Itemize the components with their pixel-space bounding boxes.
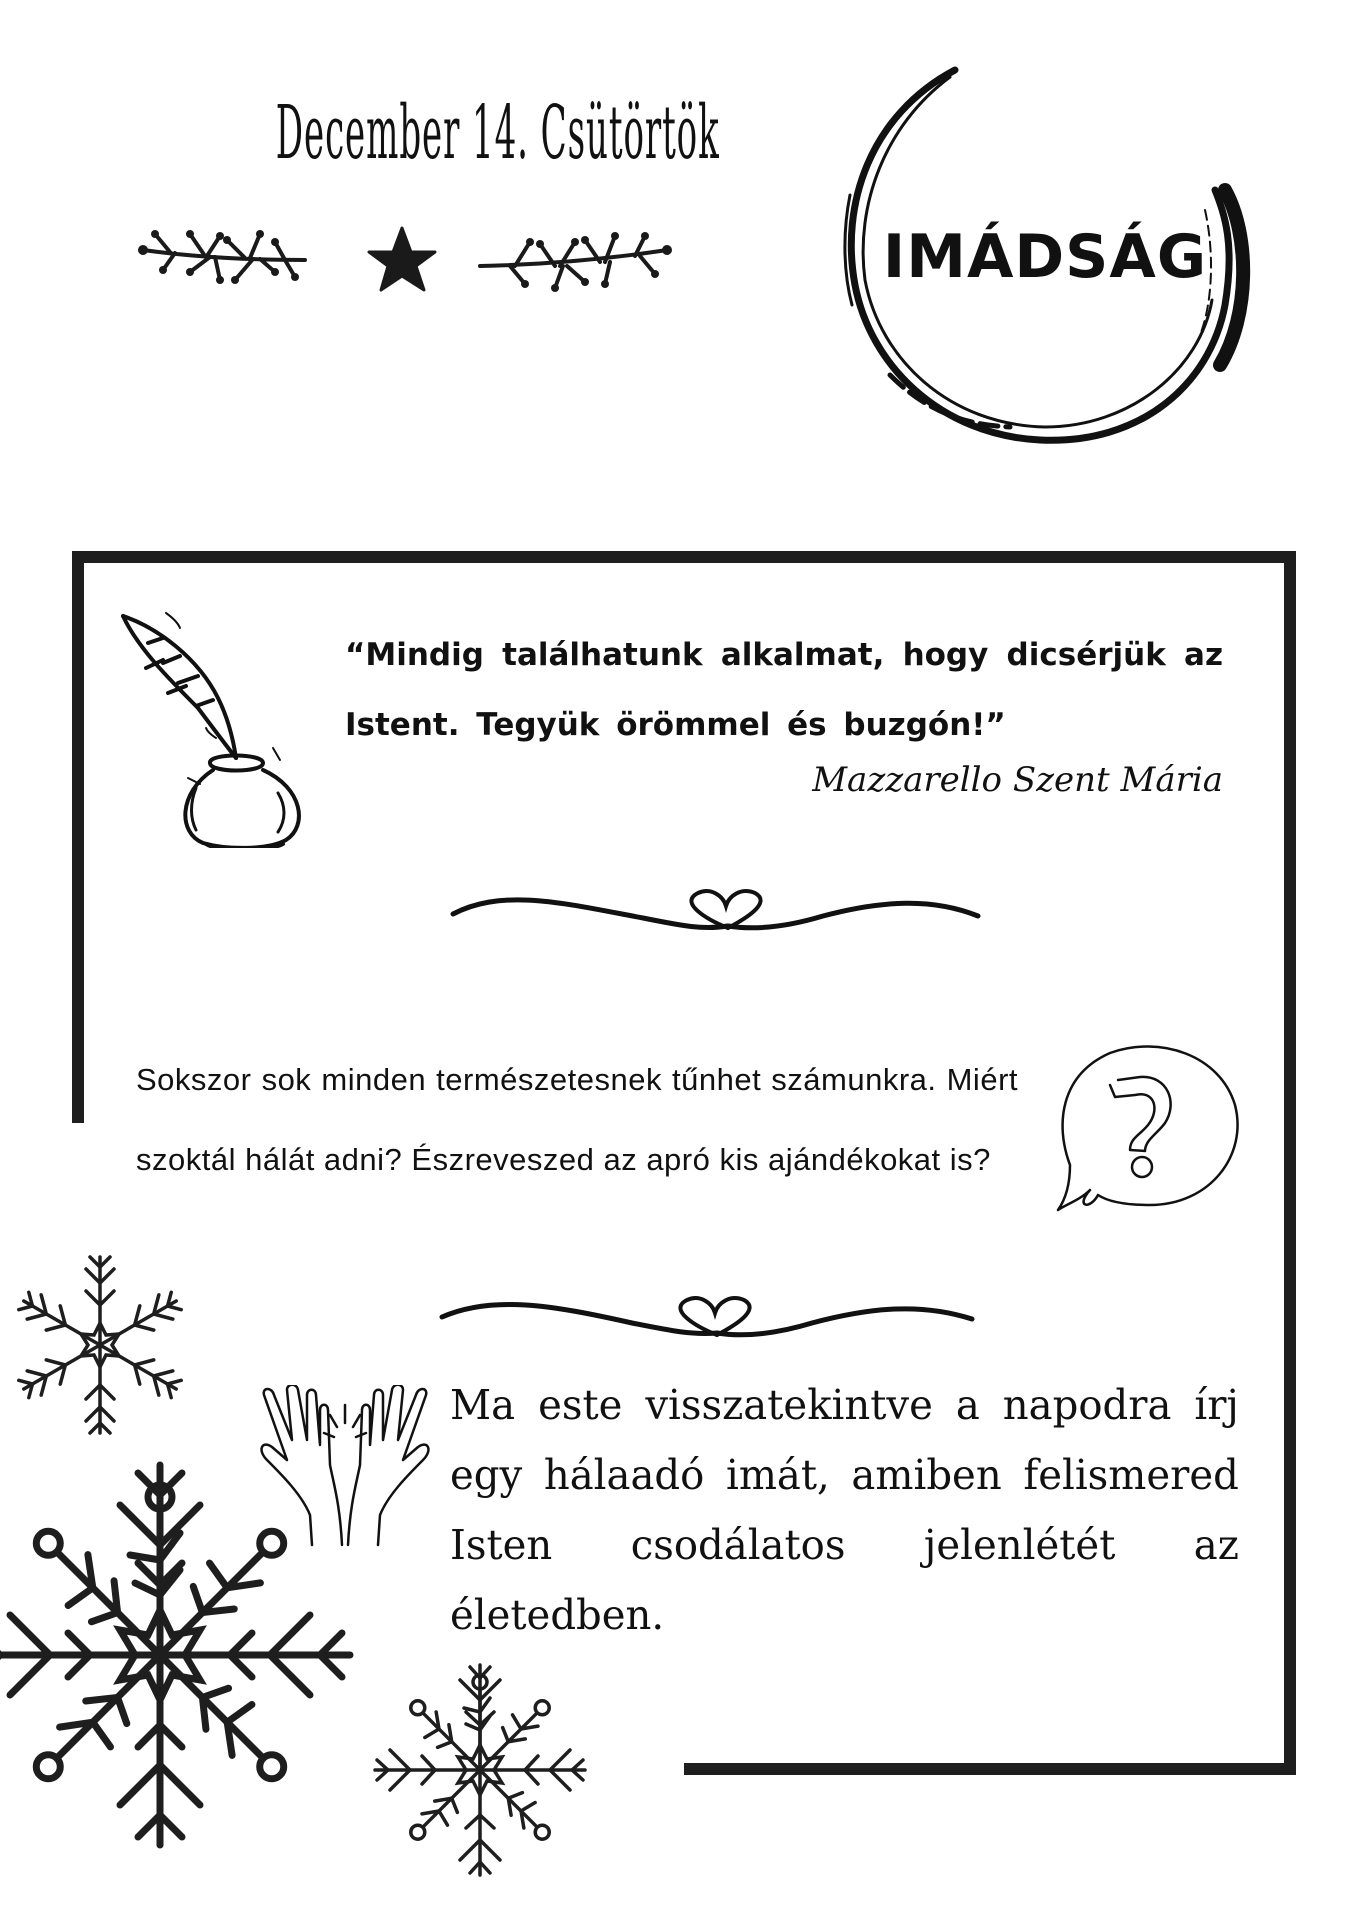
heart-divider-icon bbox=[443, 878, 1003, 938]
quill-inkwell-icon bbox=[118, 608, 328, 848]
frame-bottom-border bbox=[684, 1763, 1296, 1775]
snowflake-icon bbox=[360, 1650, 600, 1890]
frame-left-border bbox=[72, 551, 84, 1123]
heart-divider-icon bbox=[432, 1285, 992, 1345]
frame-top-border bbox=[72, 551, 1296, 563]
page-title: IMÁDSÁG bbox=[882, 222, 1208, 292]
prayer-prompt-text: Ma este visszatekintve a napodra írj egy hálaadó imát, amiben felismered Isten csodálatos jelenlétét az életedben. bbox=[450, 1381, 1239, 1639]
question-speech-bubble-icon bbox=[1050, 1035, 1250, 1215]
branch-star-ornament-icon bbox=[135, 222, 675, 302]
snowflake-icon bbox=[0, 1455, 375, 1920]
quote-text: “Mindig találhatunk alkalmat, hogy dicsérjük az Istent. Tegyük örömmel és buzgón!” bbox=[345, 637, 1223, 743]
frame-right-border bbox=[1284, 551, 1296, 1775]
snowflake-icon bbox=[0, 1245, 200, 1445]
reflection-question-text: Sokszor sok minden természetesnek tűnhet számunkra. Miért szoktál hálát adni? Észreveszed az apró kis ajándékokat is? bbox=[136, 1062, 1018, 1177]
date-heading: December 14. Csütörtök bbox=[275, 90, 720, 176]
quote-author: Mazzarello Szent Mária bbox=[812, 760, 1223, 800]
